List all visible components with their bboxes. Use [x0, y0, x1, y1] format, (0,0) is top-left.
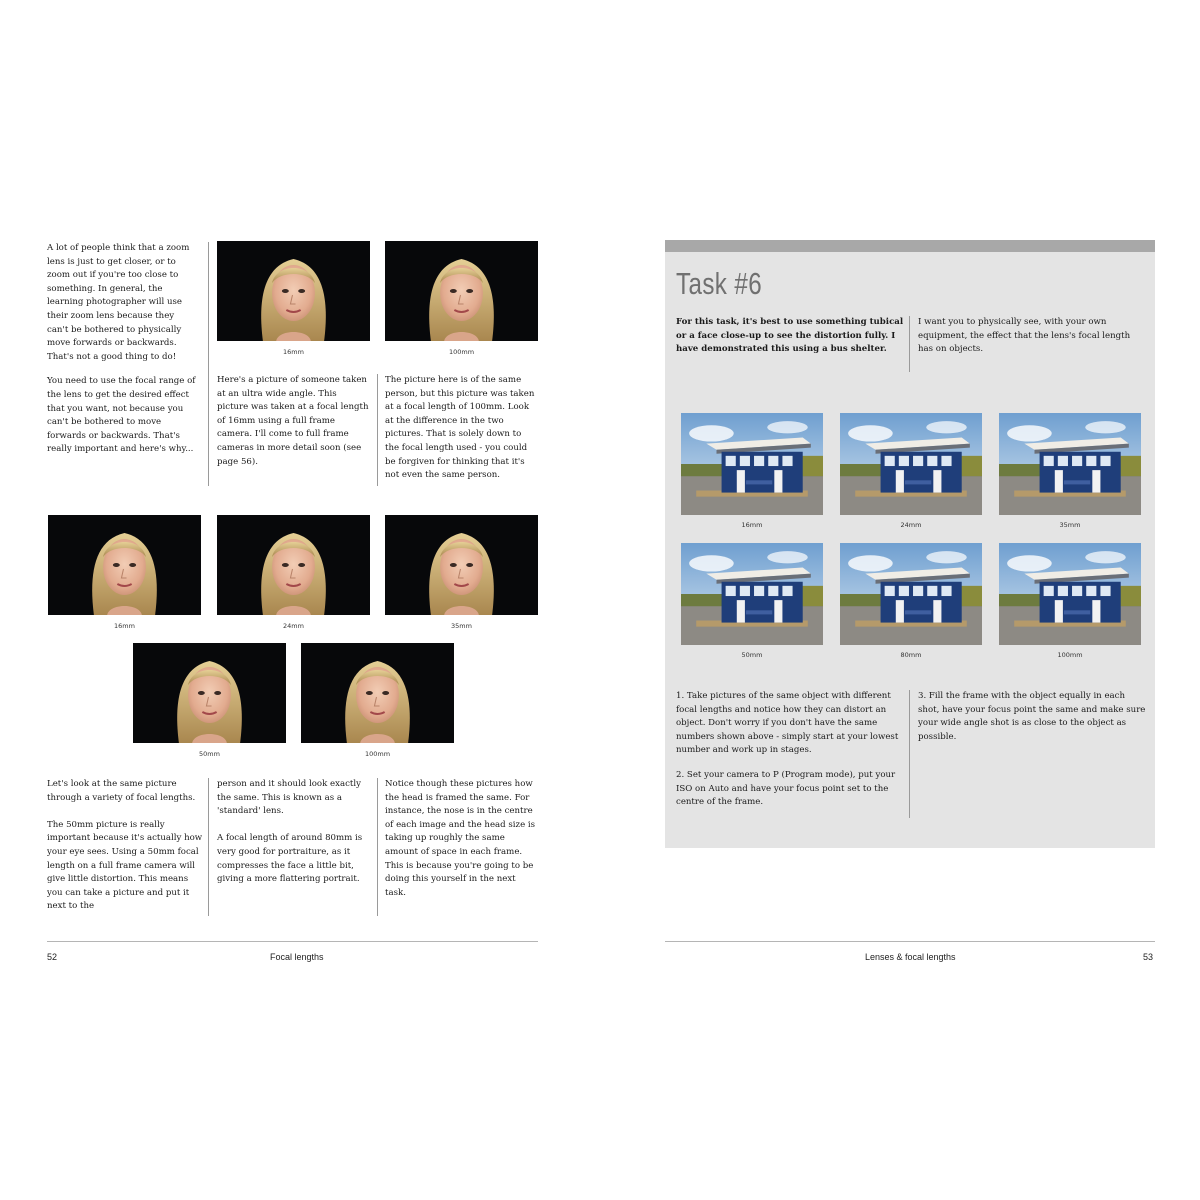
text-column-16mm	[217, 374, 370, 480]
page-number: 53	[1143, 952, 1154, 962]
portrait-photo-16mm	[217, 241, 370, 341]
bus-shelter-photo-80mm	[840, 543, 982, 645]
photo-caption: 80mm	[900, 651, 922, 659]
photo-caption: 100mm	[364, 750, 391, 758]
column-divider	[909, 316, 910, 372]
photo-caption: 50mm	[199, 750, 220, 758]
page-number: 52	[47, 952, 58, 962]
task-top-bar	[665, 240, 1155, 252]
task-steps-right	[918, 690, 1146, 755]
bottom-text-1: Let's look at the same picture through a variety of focal lengths. The 50mm picture is really important because it's actually how your eye sees. Using a 50mm focal length on a full frame camera will give little distortion. This means you can take a picture and put it next to the	[47, 779, 203, 912]
text-16mm: Here's a picture of someone taken at an ultra wide angle. This picture was taken at a focal length of 16mm using a full frame camera. I'll come to full frame cameras in more detail soon (see page 56).	[217, 375, 369, 467]
column-divider	[909, 690, 910, 818]
task-box	[665, 240, 1155, 848]
text-column-100mm	[385, 374, 538, 494]
bus-shelter-photo-24mm	[840, 413, 982, 515]
photo-caption: 35mm	[451, 622, 472, 630]
photo-caption: 24mm	[283, 622, 304, 630]
column-divider	[377, 374, 378, 486]
portrait-photo-50mm	[133, 643, 286, 743]
portrait-photo-100mm	[385, 241, 538, 341]
bottom-column-3	[385, 778, 538, 911]
bottom-text-3: Notice though these pictures how the head is framed the same. For instance, the nose is in the centre of each image and the head size is taking up roughly the same amount of space in each frame. This is because you're going to be doing this yourself in the next task.	[385, 779, 536, 898]
photo-caption: 16mm	[741, 521, 763, 529]
photo-caption: 16mm	[283, 348, 304, 356]
intro-paragraph-1: A lot of people think that a zoom lens is just to get closer, or to zoom out if you're too close to something. In general, the learning photographer will use their zoom lens because they can't be bothered to physically move forwards or backwards. That's not a good thing to do!	[47, 243, 190, 362]
task-step-3: 3. Fill the frame with the object equally in each shot, have your focus point the same and make sure your wide angle shot is as close to the object as possible.	[918, 691, 1146, 742]
running-footer: Lenses & focal lengths	[865, 952, 956, 962]
bus-shelter-photo-100mm	[999, 543, 1141, 645]
task-step-1: 1. Take pictures of the same object with different focal lengths and notice how they can distort an object. Don't worry if you don't have the same numbers shown above - simply start at your lowest number and work up in stages.	[676, 691, 899, 756]
task-intro-bold: For this task, it's best to use something tubical or a face close-up to see the distortion fully. I have demonstrated this using a bus shelter.	[676, 317, 904, 355]
photo-caption: 50mm	[741, 651, 763, 659]
footer-rule	[665, 941, 1155, 942]
photo-caption: 35mm	[1059, 521, 1081, 529]
column-divider	[377, 778, 378, 916]
photo-caption: 24mm	[900, 521, 922, 529]
text-100mm: The picture here is of the same person, but this picture was taken at a focal length of 100mm. Look at the difference in the two pictures. That is solely down to the focal length used - you could be forgiven for thinking that it's not even the same person.	[385, 375, 535, 481]
task-intro-left	[676, 316, 906, 368]
footer-rule	[47, 941, 538, 942]
task-step-2: 2. Set your camera to P (Program mode), put your ISO on Auto and have your focus point set to the centre of the frame.	[676, 769, 896, 808]
column-divider	[208, 242, 209, 486]
bus-shelter-photo-50mm	[681, 543, 823, 645]
bus-shelter-photo-35mm	[999, 413, 1141, 515]
task-title: Task #6	[676, 266, 763, 301]
bottom-column-1	[47, 778, 203, 925]
photo-caption: 100mm	[448, 348, 475, 356]
portrait-photo-35mm	[385, 515, 538, 615]
bottom-text-2: person and it should look exactly the same. This is known as a 'standard' lens. A focal length of around 80mm is very good for portraiture, as it compresses the face a little bit, giving a more flattering portrait.	[217, 779, 363, 885]
task-intro-right	[918, 316, 1146, 368]
column-divider	[208, 778, 209, 916]
task-intro-text: I want you to physically see, with your own equipment, the effect that the lens's focal length has on objects.	[918, 317, 1131, 355]
intro-paragraph-2: You need to use the focal range of the lens to get the desired effect that you want, not because you can't be bothered to move forwards or backwards. That's really important and here's why...	[47, 376, 196, 455]
photo-caption: 16mm	[114, 622, 135, 630]
running-footer: Focal lengths	[270, 952, 324, 962]
portrait-photo-16mm-grid	[48, 515, 201, 615]
right-page	[600, 0, 1200, 1200]
bus-shelter-photo-16mm	[681, 413, 823, 515]
intro-column	[47, 242, 197, 468]
photo-caption: 100mm	[1057, 651, 1083, 659]
portrait-photo-100mm-grid	[301, 643, 454, 743]
bottom-column-2	[217, 778, 370, 898]
task-steps-left	[676, 690, 902, 821]
portrait-photo-24mm	[217, 515, 370, 615]
